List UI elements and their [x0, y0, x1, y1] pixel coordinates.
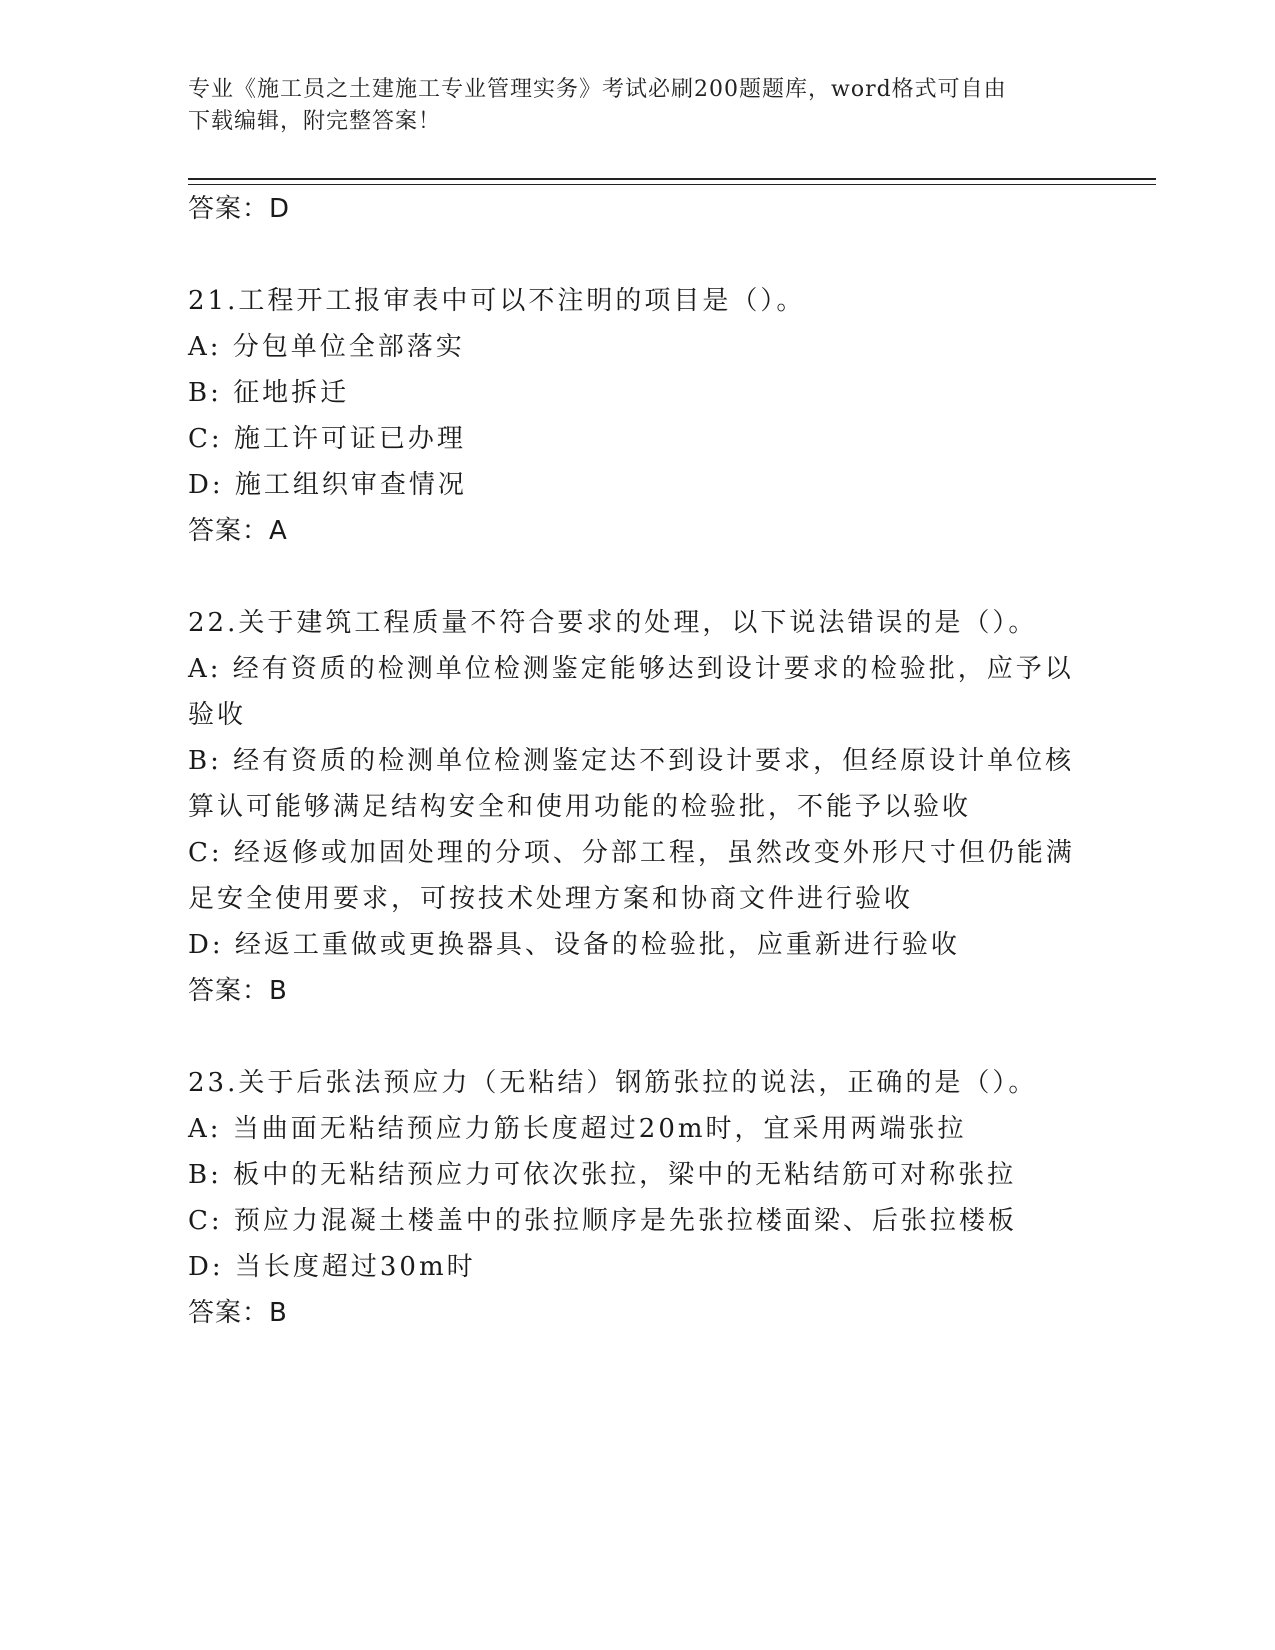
option-b: B: 板中的无粘结预应力可依次张拉，梁中的无粘结筋可对称张拉 — [188, 1160, 1017, 1190]
spacer — [188, 554, 1088, 600]
option-a: A: 分包单位全部落实 — [188, 332, 465, 362]
question-list — [188, 186, 1088, 1336]
spacer — [188, 1014, 1088, 1060]
answer-text: 答案：B — [188, 976, 288, 1006]
question-21 — [188, 278, 1088, 554]
header-line-1: 专业《施工员之土建施工专业管理实务》考试必刷200题题库，word格式可自由 — [188, 77, 1007, 102]
answer-text: 答案：A — [188, 516, 288, 546]
answer-text: 答案：D — [188, 194, 291, 224]
option-b: B: 经有资质的检测单位检测鉴定达不到设计要求，但经原设计单位核 — [188, 746, 1075, 776]
option-a: A: 经有资质的检测单位检测鉴定能够达到设计要求的检验批，应予以 — [188, 654, 1074, 684]
page-header — [188, 74, 1088, 138]
option-d: D: 施工组织审查情况 — [188, 470, 467, 500]
question-stem: 23.关于后张法预应力（无粘结）钢筋张拉的说法，正确的是（）。 — [188, 1068, 1038, 1098]
question-22 — [188, 600, 1088, 1014]
option-b-continued: 算认可能够满足结构安全和使用功能的检验批，不能予以验收 — [188, 792, 972, 822]
option-d: D: 当长度超过30m时 — [188, 1252, 476, 1282]
option-c: C: 经返修或加固处理的分项、分部工程，虽然改变外形尺寸但仍能满 — [188, 838, 1075, 868]
option-d: D: 经返工重做或更换器具、设备的检验批，应重新进行验收 — [188, 930, 960, 960]
question-stem: 21.工程开工报审表中可以不注明的项目是（）。 — [188, 286, 806, 316]
option-c: C: 施工许可证已办理 — [188, 424, 466, 454]
option-c-continued: 足安全使用要求，可按技术处理方案和协商文件进行验收 — [188, 884, 914, 914]
option-b: B: 征地拆迁 — [188, 378, 350, 408]
question-23 — [188, 1060, 1088, 1336]
question-stem: 22.关于建筑工程质量不符合要求的处理，以下说法错误的是（）。 — [188, 608, 1038, 638]
option-a-continued: 验收 — [188, 700, 247, 730]
answer-text: 答案：B — [188, 1298, 288, 1328]
header-line-2: 下载编辑，附完整答案！ — [188, 109, 442, 134]
spacer — [188, 232, 1088, 278]
option-c: C: 预应力混凝土楼盖中的张拉顺序是先张拉楼面梁、后张拉楼板 — [188, 1206, 1017, 1236]
option-a: A: 当曲面无粘结预应力筋长度超过20m时，宜采用两端张拉 — [188, 1114, 967, 1144]
header-rule-thin — [188, 184, 1156, 185]
header-rule-thick — [188, 178, 1156, 180]
